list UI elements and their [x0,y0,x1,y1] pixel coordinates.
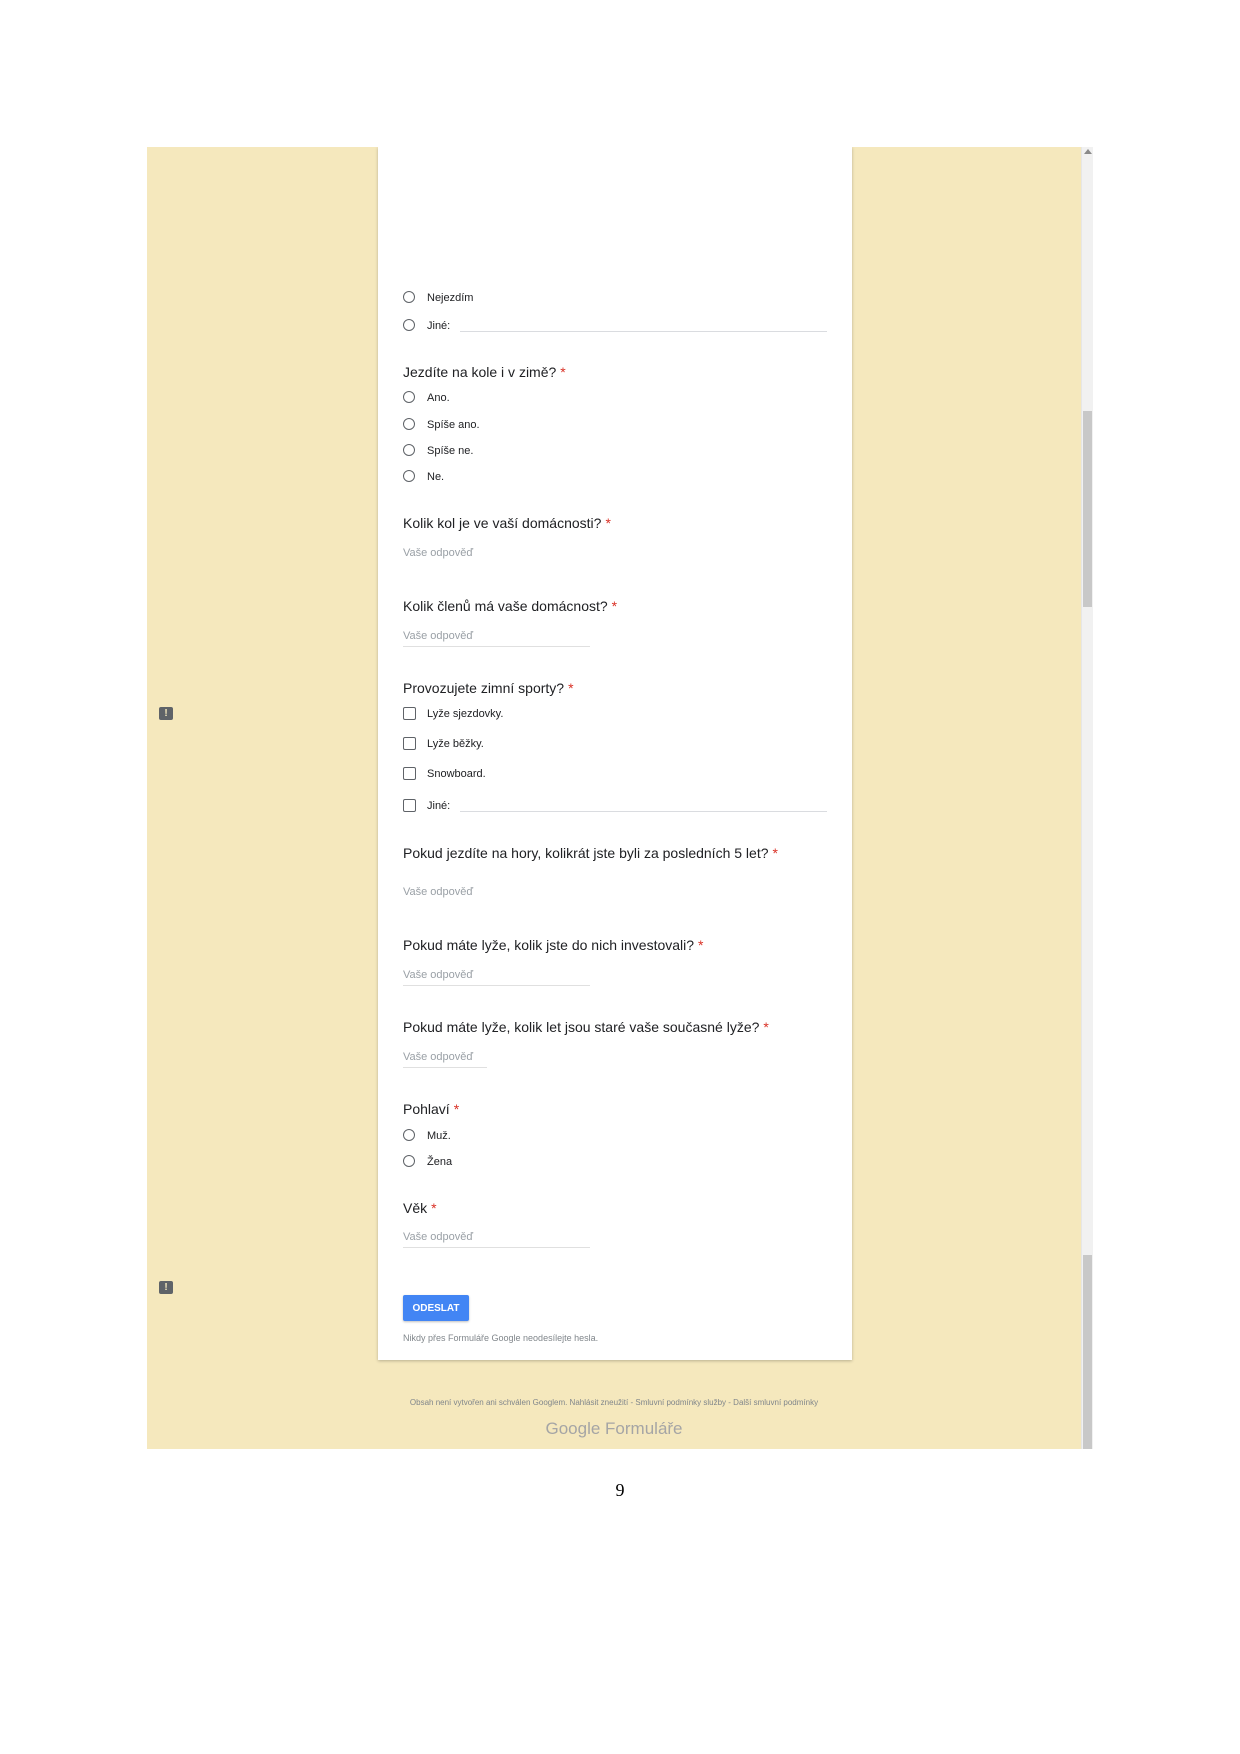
checkbox-option-other[interactable] [403,799,833,817]
question-title: Pokud máte lyže, kolik jste do nich investovali? * [403,937,704,953]
radio-button[interactable] [403,291,415,303]
radio-button[interactable] [403,391,415,403]
feedback-icon[interactable]: ! [159,707,173,720]
radio-button[interactable] [403,418,415,430]
form-card [378,147,852,1360]
radio-button[interactable] [403,1129,415,1141]
option-label: Spíše ne. [427,445,474,457]
scroll-thumb[interactable] [1083,411,1092,607]
option-label: Žena [427,1156,453,1168]
required-asterisk: * [772,845,778,861]
option-label: Snowboard. [427,768,486,780]
required-asterisk: * [611,598,618,614]
checkbox[interactable] [403,707,416,720]
browser-viewport [147,147,1093,1449]
answer-input[interactable]: Vaše odpověď [403,1051,487,1068]
radio-button[interactable] [403,319,415,331]
answer-input[interactable]: Vaše odpověď [403,547,474,559]
question-title: Pohlaví * [403,1101,460,1117]
radio-button[interactable] [403,1155,415,1167]
required-asterisk: * [568,680,574,696]
option-label: Lyže běžky. [427,738,484,750]
submit-button[interactable]: ODESLAT [403,1295,469,1321]
answer-input[interactable]: Vaše odpověď [403,630,590,647]
required-asterisk: * [763,1019,769,1035]
question-title: Provozujete zimní sporty? * [403,680,574,696]
answer-input[interactable]: Vaše odpověď [403,886,474,898]
page-number: 9 [615,1480,625,1500]
option-label: Lyže sjezdovky. [427,708,504,720]
password-warning: Nikdy přes Formuláře Google neodesílejte hesla. [403,1333,599,1343]
brand-forms: Formuláře [605,1419,683,1438]
question-title: Pokud jezdíte na hory, kolikrát jste byli za posledních 5 let? * [403,845,778,861]
checkbox[interactable] [403,767,416,780]
option-label: Ano. [427,392,450,404]
required-asterisk: * [605,515,611,531]
checkbox[interactable] [403,799,416,812]
question-title: Kolik členů má vaše domácnost? * [403,598,618,614]
question-title: Pokud máte lyže, kolik let jsou staré vaše současné lyže? * [403,1019,769,1035]
required-asterisk: * [698,937,704,953]
radio-option-other[interactable] [403,319,833,337]
other-text-field[interactable] [460,331,827,332]
required-asterisk: * [453,1101,460,1117]
scroll-track-segment [1083,1255,1092,1449]
answer-input[interactable]: Vaše odpověď [403,1231,590,1248]
scrollbar[interactable] [1081,147,1093,1449]
option-label: Jiné: [427,320,451,332]
radio-button[interactable] [403,470,415,482]
brand-google: Google [545,1419,601,1438]
radio-button[interactable] [403,444,415,456]
option-label: Muž. [427,1130,451,1142]
question-title: Jezdíte na kole i v zimě? * [403,364,566,380]
option-label: Spíše ano. [427,419,480,431]
option-label: Nejezdím [427,292,474,304]
other-text-field[interactable] [460,811,827,812]
question-title: Věk * [403,1200,437,1216]
scroll-up-arrow-icon[interactable] [1084,149,1092,154]
checkbox[interactable] [403,737,416,750]
option-label: Jiné: [427,800,451,812]
google-forms-logo[interactable] [147,1419,1081,1439]
feedback-icon[interactable]: ! [159,1281,173,1294]
answer-input[interactable]: Vaše odpověď [403,969,590,986]
required-asterisk: * [560,364,566,380]
option-label: Ne. [427,471,445,483]
question-title: Kolik kol je ve vaší domácnosti? * [403,515,611,531]
footer-disclaimer[interactable]: Obsah není vytvořen ani schválen Googlem. Nahlásit zneužití - Smluvní podmínky služby - Další smluvní podmínky [409,1398,819,1407]
required-asterisk: * [431,1200,437,1216]
